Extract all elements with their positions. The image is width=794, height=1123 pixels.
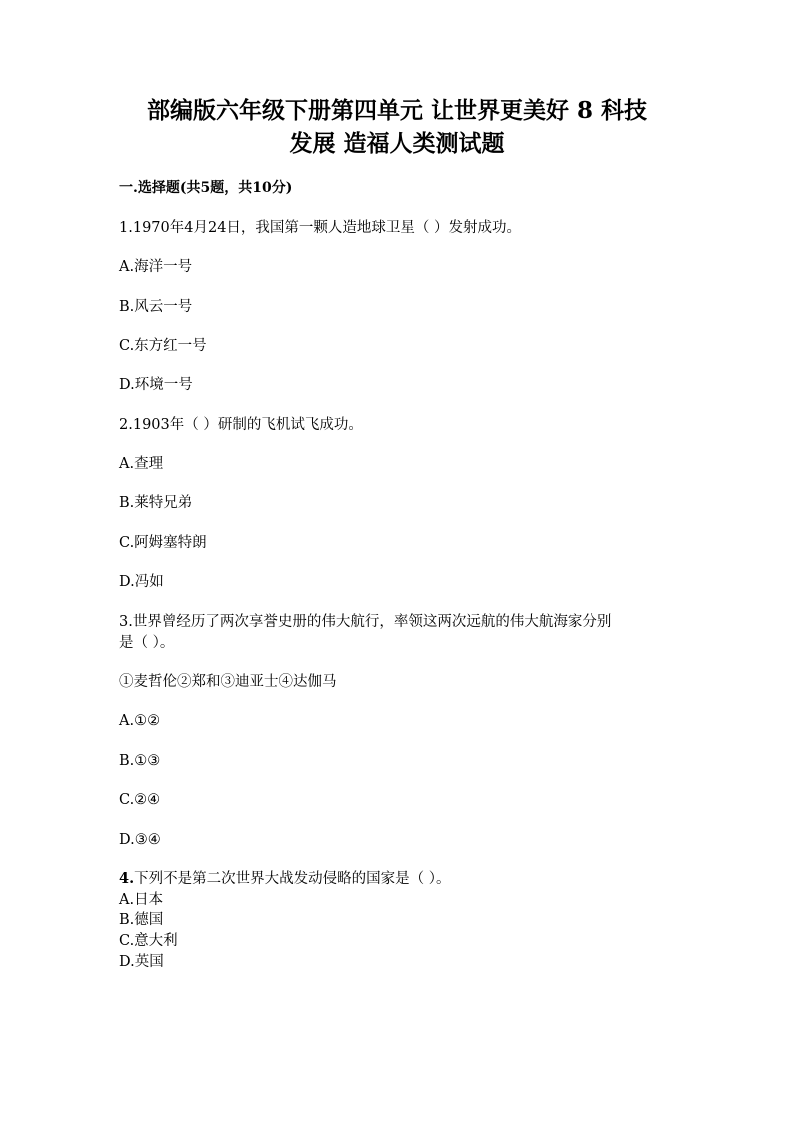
question-4-text: 下列不是第二次世界大战发动侵略的国家是（ ）。 bbox=[134, 871, 451, 887]
question-3-note: ①麦哲伦②郑和③迪亚士④达伽马 bbox=[119, 674, 337, 690]
question-4-option-a: A.日本 bbox=[119, 892, 164, 908]
question-3-text-line1: 世界曾经历了两次享誉史册的伟大航行，率领这两次远航的伟大航海家分别 bbox=[132, 614, 612, 630]
question-3-option-a: A.①② bbox=[119, 713, 161, 729]
question-4-stem bbox=[119, 869, 451, 889]
question-4-option-d: D.英国 bbox=[119, 954, 164, 970]
question-2-option-b: B.莱特兄弟 bbox=[119, 495, 193, 511]
question-3-number: 3. bbox=[119, 614, 133, 630]
question-1-number: 1. bbox=[119, 220, 133, 236]
question-1-text: 1970年4月24日，我国第一颗人造地球卫星（ ）发射成功。 bbox=[132, 220, 522, 236]
section-heading: 一.选择题(共5题，共10分) bbox=[119, 180, 293, 196]
question-2-number: 2. bbox=[119, 417, 133, 433]
question-1-stem bbox=[119, 218, 521, 238]
question-4-option-c: C.意大利 bbox=[119, 933, 178, 949]
question-3-option-c: C.②④ bbox=[119, 792, 161, 808]
question-3-stem-line2: 是（ ）。 bbox=[119, 635, 175, 651]
page-title-line2: 发展 造福人类测试题 bbox=[289, 130, 505, 157]
question-2-option-c: C.阿姆塞特朗 bbox=[119, 535, 207, 551]
question-4-number: 4. bbox=[119, 870, 135, 887]
question-4-option-b: B.德国 bbox=[119, 912, 164, 928]
question-2-text: 1903年（ ）研制的飞机试飞成功。 bbox=[132, 417, 363, 433]
question-3-option-b: B.①③ bbox=[119, 753, 161, 769]
question-2-option-d: D.冯如 bbox=[119, 574, 164, 590]
question-3-stem-line1 bbox=[119, 612, 611, 632]
question-1-option-a: A.海洋一号 bbox=[119, 259, 193, 275]
question-1-option-c: C.东方红一号 bbox=[119, 338, 207, 354]
question-1-option-d: D.环境一号 bbox=[119, 377, 193, 393]
page-title-line1: 部编版六年级下册第四单元 让世界更美好 8 科技 bbox=[146, 97, 648, 124]
question-2-stem bbox=[119, 415, 363, 435]
question-2-option-a: A.查理 bbox=[119, 456, 164, 472]
question-3-option-d: D.③④ bbox=[119, 832, 161, 848]
question-1-option-b: B.风云一号 bbox=[119, 299, 193, 315]
